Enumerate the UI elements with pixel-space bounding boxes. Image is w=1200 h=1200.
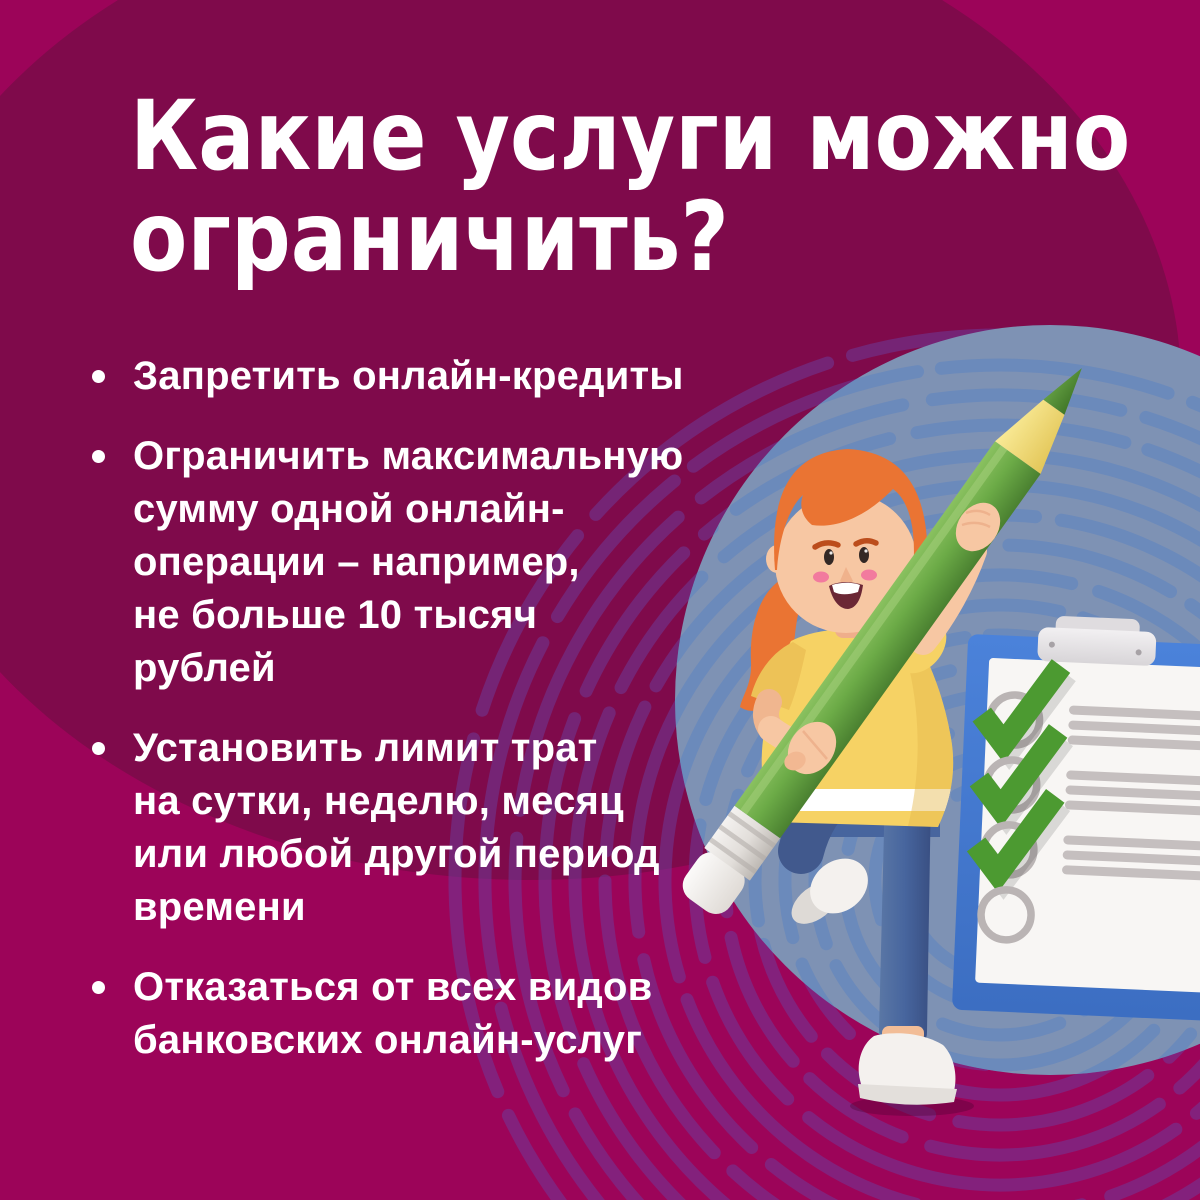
list-item-text <box>133 961 652 1067</box>
list-item-line: не больше 10 тысяч <box>133 593 538 637</box>
eye-glint <box>829 551 832 554</box>
girl-standing-leg <box>879 790 931 1044</box>
page-title-line1: Какие услуги можно <box>130 80 1131 192</box>
list-item-line: Запретить онлайн-кредиты <box>133 354 684 398</box>
list-item-line: Установить лимит трат <box>133 726 598 770</box>
bullet-list <box>92 350 732 1094</box>
list-item-text <box>133 430 683 695</box>
girl-teeth <box>832 583 860 595</box>
list-item-line: рублей <box>133 646 276 690</box>
page-title <box>130 80 1131 293</box>
bullet-dot-icon <box>92 370 105 383</box>
list-item <box>92 961 732 1067</box>
list-item-line: сумму одной онлайн- <box>133 487 565 531</box>
list-item <box>92 722 732 934</box>
page-title-line2: ограничить? <box>130 181 729 293</box>
list-item-line: банковских онлайн-услуг <box>133 1018 643 1062</box>
list-item-line: или любой другой период <box>133 832 660 876</box>
list-item-line: Отказаться от всех видов <box>133 965 653 1009</box>
list-item <box>92 430 732 695</box>
girl-blush <box>861 570 877 581</box>
eye-glint <box>864 549 867 552</box>
list-item-line: операции – например, <box>133 540 580 584</box>
list-item <box>92 350 732 403</box>
list-item-line: времени <box>133 885 306 929</box>
list-item-text <box>133 350 684 403</box>
girl-eye <box>824 549 834 565</box>
list-item-line: на сутки, неделю, месяц <box>133 779 624 823</box>
clipboard-clip <box>1037 627 1156 666</box>
girl-blush <box>813 572 829 583</box>
list-item-text <box>133 722 660 934</box>
girl-eyebrow <box>856 541 876 544</box>
clipboard <box>952 612 1200 1023</box>
bullet-dot-icon <box>92 742 105 755</box>
bullet-dot-icon <box>92 981 105 994</box>
bullet-dot-icon <box>92 450 105 463</box>
list-item-line: Ограничить максимальную <box>133 434 684 478</box>
girl-eye <box>859 547 869 563</box>
